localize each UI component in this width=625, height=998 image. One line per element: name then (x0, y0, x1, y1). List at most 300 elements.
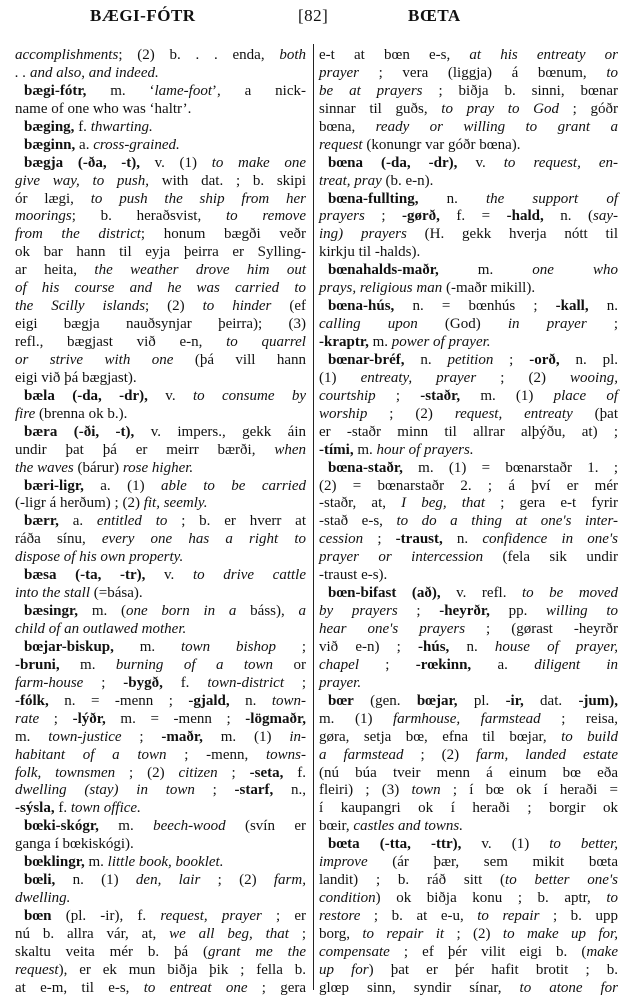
translation: prayer or intercession (319, 549, 484, 566)
translation: to make up for, (502, 925, 618, 942)
translation: lame-foot (154, 82, 213, 99)
text: (brenna ok b.). (35, 405, 128, 422)
text: ; (397, 603, 440, 620)
translation: wooing, (570, 369, 618, 386)
translation: one who (532, 262, 619, 279)
text-line (15, 711, 306, 729)
text-line (15, 244, 306, 262)
translation: to repair (477, 908, 540, 924)
text: m. (353, 441, 377, 458)
page-number: [82] (298, 6, 329, 25)
text: a. (1) (83, 477, 161, 494)
text: (konungr var góðr bœna). (362, 136, 521, 153)
text: a. (471, 656, 535, 673)
translation: cession (319, 531, 364, 548)
text-line (15, 549, 306, 567)
translation: house of prayer, (494, 638, 618, 655)
text-line (319, 370, 618, 388)
text: (ef (271, 298, 306, 315)
text-line (319, 980, 618, 998)
translation: town office. (70, 800, 141, 817)
text-line (319, 675, 618, 693)
entry-headline (15, 119, 306, 137)
translation: town- (271, 692, 306, 709)
text: ; (375, 387, 421, 404)
headword: -orð, (529, 351, 560, 368)
text: ; (2) (200, 872, 274, 889)
running-head-right: BŒTA (408, 6, 461, 25)
translation: request, entreaty (454, 405, 573, 422)
text: gøra, setja bœ, efna til bœjar, (319, 728, 562, 745)
text-line (319, 226, 618, 244)
text: ; (2) b. . . enda, (118, 47, 280, 63)
text: (þat (572, 405, 618, 422)
translation: little book, booklet. (107, 854, 224, 871)
headword: bæsingr, (24, 603, 79, 620)
text: (gen. (353, 692, 417, 709)
text: ; reisa, (540, 710, 618, 727)
text-line (15, 836, 306, 854)
text: ; b. er hverr at (167, 513, 306, 530)
text-line (319, 782, 618, 800)
text-line (319, 334, 618, 352)
text: ; (288, 925, 306, 942)
text-line (15, 406, 306, 424)
translation: in- (289, 728, 306, 745)
text: f. (162, 674, 208, 691)
headword: bœna-fullting, (328, 190, 419, 207)
text: m. (84, 854, 108, 871)
translation: farm-house (15, 674, 84, 691)
text: sinnar til guðs, (319, 100, 442, 117)
headword: -hald, (506, 208, 544, 225)
entry-headline (319, 836, 618, 854)
translation: to entreat one (143, 979, 248, 996)
text: pp. (489, 603, 546, 620)
text-line (15, 621, 306, 639)
text: í kaupangri ok í heraði ; borgir ok (319, 800, 618, 817)
text-line (15, 962, 306, 980)
translation: fit, seemly. (143, 495, 208, 512)
text: landit) ; b. ráð sitt ( (319, 872, 506, 889)
text: e-t at bœn e-s, (319, 47, 470, 63)
text: v. refl. (440, 585, 522, 602)
text: ; (364, 208, 403, 225)
translation: prayer. (319, 674, 362, 691)
headword: -kall, (555, 298, 589, 315)
headword: -heyrðr, (439, 603, 490, 620)
translation: castles and towns. (353, 818, 463, 835)
text: ; (493, 351, 530, 368)
headword: -lýðr, (72, 710, 106, 727)
text: a. (58, 513, 97, 530)
text: m. (438, 262, 533, 279)
translation: prays, religious man (319, 280, 443, 297)
translation: dwelling (stay) in town (15, 782, 195, 799)
translation: a (298, 603, 306, 620)
text: (svín er (225, 818, 307, 835)
text-line (319, 639, 618, 657)
text-line (319, 962, 618, 980)
translation: place of (553, 387, 618, 404)
text: n. (229, 692, 272, 709)
text-line (319, 388, 618, 406)
text: ; (39, 710, 73, 727)
headword: bæra (-ði, -t), (24, 423, 135, 440)
text: ór lægi, (15, 190, 91, 207)
translation: treat, pray (319, 172, 382, 189)
text: or (273, 656, 306, 673)
text: m. (98, 818, 154, 835)
translation: courtship (319, 387, 376, 404)
translation: by prayers (319, 603, 398, 620)
headword: bærr, (24, 513, 59, 530)
text-line (15, 316, 306, 334)
headword: bœli, (24, 872, 56, 889)
text: ; (2) (476, 369, 571, 386)
translation: farmhouse, farmstead (393, 710, 541, 727)
translation: prayer (319, 64, 359, 81)
text-line (319, 729, 618, 747)
text-line (319, 65, 618, 83)
text-line (319, 101, 618, 119)
text-line (15, 442, 306, 460)
headword: bœjar-biskup, (24, 638, 114, 655)
text: nú b. allra vár, at, (15, 925, 170, 942)
translation: folk, townsmen (15, 764, 116, 781)
text: eigi bægja nauðsynjar þeirra); (3) (15, 316, 306, 333)
text: m. (1) (202, 728, 290, 745)
headword: bœn (24, 908, 52, 924)
text: (bárur) (73, 459, 123, 476)
text: m. (368, 334, 392, 350)
entry-headline (15, 872, 306, 890)
text-line (319, 83, 618, 101)
translation: to atone for (519, 979, 619, 996)
text-line (15, 495, 306, 513)
text: ; (194, 782, 235, 799)
text: undir þat þá er meirr bærði, (15, 441, 275, 458)
text: f. (74, 118, 91, 135)
translation: into the stall (15, 585, 90, 602)
text: (2) = bœnarstaðr 2. ; á því er mér (319, 477, 618, 494)
translation: rose higher. (122, 459, 194, 476)
headword: -sýsla, (15, 800, 55, 817)
text: ), er ek mun biðja þik ; fella b. (58, 961, 306, 978)
text-line (319, 119, 618, 137)
translation: give way, to push (15, 172, 146, 189)
entry-headline (15, 478, 306, 496)
text-line (15, 47, 306, 65)
entry-headline (15, 908, 306, 926)
text-line (319, 818, 618, 836)
text: v. (1) (139, 154, 212, 171)
translation: a farmstead (319, 746, 404, 763)
translation: we all beg, that (169, 925, 289, 942)
headword: bæsa (-ta, -tr), (24, 567, 146, 584)
text: glœp sinn, syndir sínar, (319, 979, 520, 996)
text: f. (283, 764, 306, 781)
text: f. = (439, 208, 507, 225)
text-line (15, 800, 306, 818)
translation: town-district (207, 674, 284, 691)
headword: -bruni, (15, 656, 60, 673)
translation: able to be carried (160, 477, 306, 494)
text-line (319, 208, 618, 226)
translation: diligent in (534, 656, 618, 673)
headword: -rœkinn, (415, 656, 472, 673)
headword: bœr (328, 692, 354, 709)
translation: habitant of a town (15, 746, 167, 763)
text-line (319, 424, 618, 442)
translation: town bishop (180, 638, 276, 655)
translation: and indeed. (88, 64, 159, 81)
text-line (319, 316, 618, 334)
translation: thwarting. (90, 118, 153, 135)
text: ; b. at e-u, (360, 908, 478, 924)
text-line (15, 585, 306, 603)
headword: -fólk, (15, 692, 49, 709)
text-line (15, 334, 306, 352)
translation: town (411, 782, 441, 799)
entry-headline (319, 352, 618, 370)
text: v. (147, 387, 193, 404)
translation: every one has a right to (101, 531, 306, 548)
translation: both (279, 47, 306, 63)
entry-headline (15, 854, 306, 872)
text-line (319, 944, 618, 962)
text: n. (449, 638, 495, 655)
translation: to better, (549, 836, 618, 853)
text-line (319, 800, 618, 818)
headword: bœnahalds-maðr, (328, 262, 439, 279)
text: ; gera e-t fyrir (485, 495, 618, 512)
text: bœna, (319, 118, 376, 135)
translation: fire (15, 405, 36, 422)
text: ) ok biðja konu ; b. aptr, (375, 890, 607, 907)
text: -traust e-s). (319, 567, 388, 584)
headword: -ir, (505, 692, 524, 709)
text: ráða sínu, (15, 531, 102, 548)
entry-headline (15, 388, 306, 406)
text-line (319, 442, 618, 460)
text: (pl. -ir), f. (51, 908, 161, 924)
translation: willing to (546, 603, 619, 620)
headword: -seta, (249, 764, 284, 781)
text-line (319, 280, 618, 298)
text-line (319, 603, 618, 621)
text-line (319, 495, 618, 513)
text: ; (2) (367, 405, 455, 422)
text: ; (gørast -heyrðr (465, 621, 618, 637)
text-line (15, 926, 306, 944)
text: ; honum bægði veðr (140, 226, 306, 243)
text: m. (113, 638, 181, 655)
translation: make (586, 943, 618, 960)
translation: at his entreaty or (469, 47, 618, 63)
translation: dispose of his own property. (15, 549, 184, 566)
text: m. ‘ (86, 82, 155, 99)
text: (=bása). (90, 585, 143, 602)
translation: to request, en- (503, 154, 619, 171)
text: borg, (319, 925, 363, 942)
translation: improve (319, 854, 368, 871)
text-line (15, 226, 306, 244)
text: ’, a nick- (212, 82, 306, 99)
text: ; b. heraðsvist, (71, 208, 226, 225)
entry-headline (319, 693, 618, 711)
translation: town-justice (48, 728, 122, 745)
text: m. (59, 656, 116, 673)
translation: citizen (178, 764, 218, 781)
translation: or strive with one (15, 351, 174, 368)
text: (fela sik undir (483, 549, 619, 566)
entry-headline (319, 262, 618, 280)
text-line (15, 262, 306, 280)
translation: worship (319, 405, 368, 422)
entry-headline (15, 83, 306, 101)
headword: bœjar, (416, 692, 458, 709)
text: at e-m, til e-s, (15, 979, 144, 996)
text-line (15, 298, 306, 316)
text: m. (15, 728, 49, 745)
translation: dwelling. (15, 890, 71, 907)
translation: petition (447, 351, 494, 368)
translation: burning of a town (115, 656, 274, 673)
translation: confidence in one's (482, 531, 618, 548)
translation: moorings (15, 208, 72, 225)
text-line (319, 567, 618, 585)
text-line (15, 765, 306, 783)
headword: bœna (-da, -dr), (328, 154, 458, 171)
text: fleiri) ; (3) (319, 782, 412, 799)
text-line (319, 657, 618, 675)
text-line (319, 47, 618, 65)
text-line (15, 208, 306, 226)
text-line (15, 101, 306, 119)
text: ) þat er þér hafit brotit ; b. (368, 961, 618, 978)
text-line (15, 944, 306, 962)
translation: cross-grained. (93, 136, 180, 153)
text-line (319, 872, 618, 890)
text: f. (54, 800, 71, 817)
translation: to quarrel (226, 334, 306, 350)
text-line (319, 908, 618, 926)
text-line (319, 711, 618, 729)
text: m. (1) (460, 387, 554, 404)
text-line (15, 693, 306, 711)
text: ; (586, 316, 618, 333)
text: ; (121, 728, 162, 745)
text: name of one who was ‘haltr’. (15, 100, 192, 117)
text: v. (1) (461, 836, 550, 853)
running-head-left: BÆGI-FÓTR (90, 6, 196, 25)
text-line (15, 890, 306, 908)
entry-headline (319, 460, 618, 478)
headword: -gjald, (188, 692, 230, 709)
headword: bæginn, (24, 136, 76, 153)
translation: to (606, 64, 618, 81)
text: a. (75, 136, 94, 153)
text: ; (83, 674, 124, 691)
text-line (319, 244, 618, 262)
translation: to (606, 890, 618, 907)
headword: bœta (-tta, -ttr), (328, 836, 462, 853)
translation: beech-wood (153, 818, 226, 835)
entry-headline (15, 137, 306, 155)
text: ; góðr (558, 100, 618, 117)
text: m. ( (78, 603, 126, 620)
text-line (319, 173, 618, 191)
entry-headline (319, 191, 618, 209)
translation: farm, (273, 872, 306, 889)
headword: bœnar-bréf, (328, 351, 405, 368)
left-column (15, 47, 306, 998)
text: bœir, (319, 818, 354, 835)
text: ; (2) (444, 925, 503, 942)
translation: to do a thing at one's inter- (396, 513, 618, 530)
entry-headline (15, 567, 306, 585)
text-line (319, 926, 618, 944)
text: (1) (319, 369, 361, 386)
text: ; b. upp (539, 908, 618, 924)
text-line (15, 675, 306, 693)
text: ; í bœ ok í heraði = (440, 782, 618, 799)
translation: entitled to (96, 513, 168, 530)
headword: -starf, (234, 782, 274, 799)
headword: -lögmaðr, (245, 710, 306, 727)
text: ar heita, (15, 262, 95, 279)
entry-headline (15, 513, 306, 531)
headword: -tími, (319, 441, 354, 458)
text: v. (145, 567, 193, 584)
translation: ready or willing to grant a (375, 118, 618, 135)
text: ; (2) (403, 746, 477, 763)
translation: ing) prayers (319, 226, 407, 243)
text-line (319, 765, 618, 783)
text: er -staðr minn til allrar alþýðu, at) ; (319, 423, 618, 440)
translation: to pray to God (441, 100, 559, 117)
text-line (319, 621, 618, 639)
entry-headline (319, 585, 618, 603)
text: m. = -menn ; (105, 710, 246, 727)
translation: request, prayer (160, 908, 262, 924)
text: n. ( (543, 208, 593, 225)
text-line (15, 657, 306, 675)
text: (H. gekk hverja nótt til (406, 226, 618, 243)
text: (b. e-n). (381, 172, 434, 189)
text: (-maðr mikill). (442, 280, 536, 297)
text: n. pl. (559, 351, 619, 368)
text: ; (2) (145, 298, 203, 315)
text: dat. (523, 692, 579, 709)
headword: bœna-staðr, (328, 459, 403, 476)
translation: . . and also (15, 64, 82, 81)
headword: -kraptr, (319, 334, 369, 350)
translation: to remove (225, 208, 306, 225)
translation: compensate (319, 943, 390, 960)
translation: to build (561, 728, 618, 745)
text: ; (283, 674, 307, 691)
text: ; (2) (115, 764, 179, 781)
text: (þá vill hann (173, 351, 306, 368)
headword: bæri-ligr, (24, 477, 84, 494)
headword: -jum), (578, 692, 619, 709)
translation: den, lair (135, 872, 201, 889)
text: (God) (417, 316, 508, 333)
text: ; ef þér vilit eigi b. ( (389, 943, 587, 960)
translation: request (15, 961, 59, 978)
